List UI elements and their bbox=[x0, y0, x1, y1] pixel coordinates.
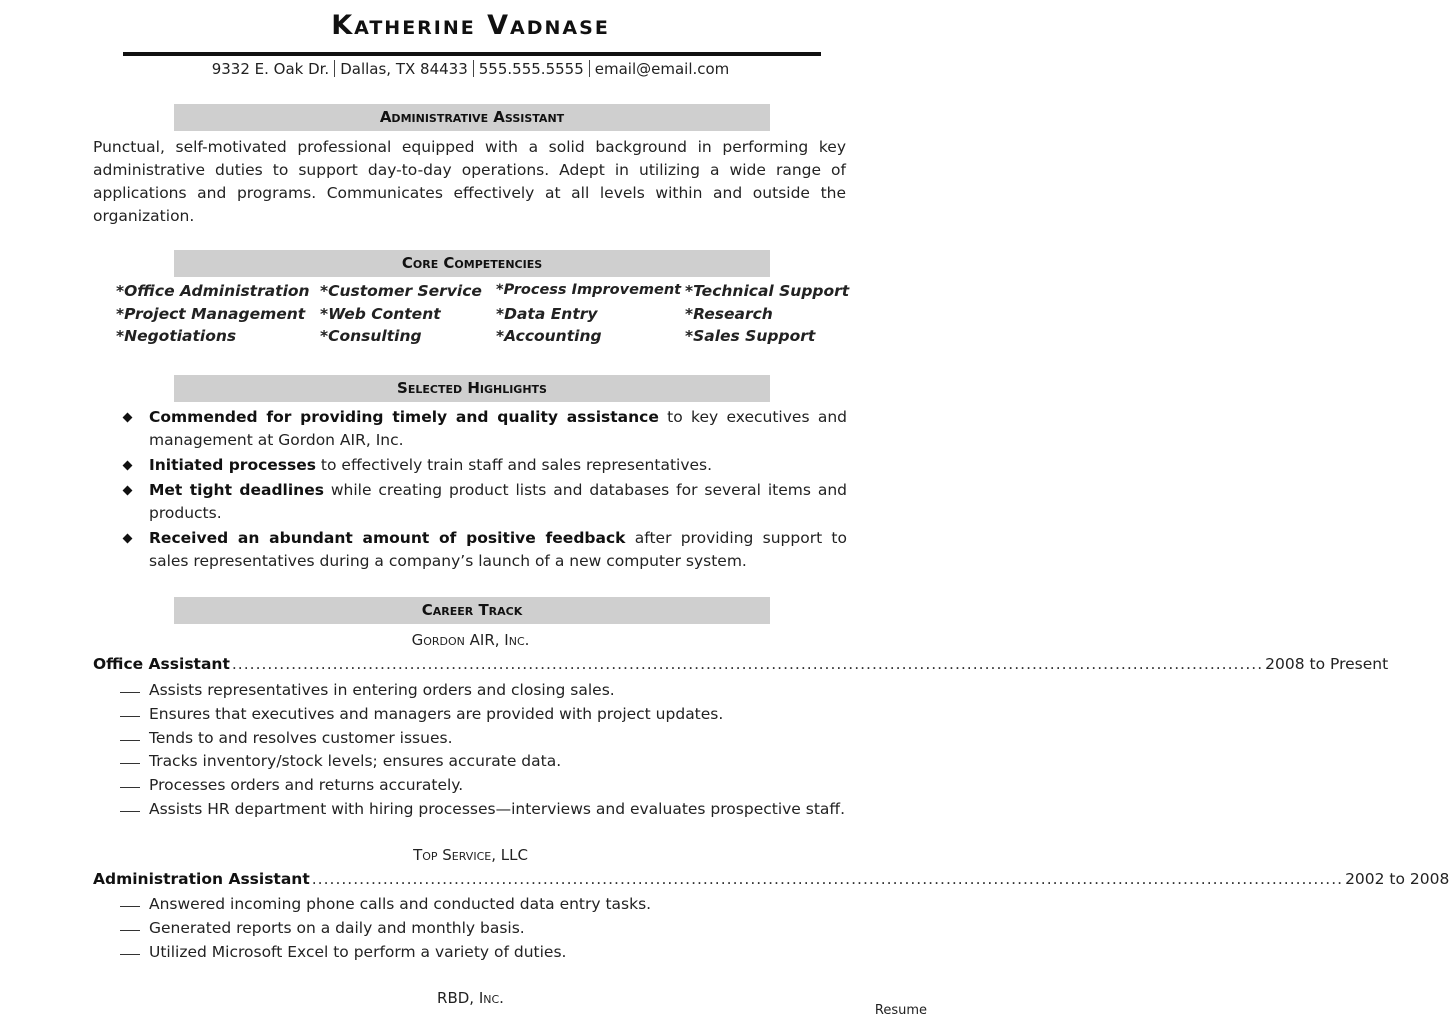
duty-text: Assists HR department with hiring processes—interviews and evaluates prospective staff. bbox=[149, 799, 846, 818]
highlight-text: while creating product lists and databases for several items and products. bbox=[149, 481, 847, 522]
competency-item: *Process Improvement bbox=[496, 282, 682, 298]
competency-item: *Research bbox=[685, 305, 773, 323]
competency-item: *Customer Service bbox=[320, 282, 482, 300]
dash-bullet-icon bbox=[120, 692, 140, 693]
dash-bullet-icon bbox=[120, 954, 140, 955]
competency-item: *Project Management bbox=[116, 305, 306, 323]
dash-bullet-icon bbox=[120, 787, 140, 788]
job-dates: 2008 to Present bbox=[1265, 655, 1389, 673]
highlights-list bbox=[120, 406, 847, 575]
job-title: Administration Assistant bbox=[93, 870, 310, 888]
contact-address: 9332 E. Oak Dr. bbox=[211, 60, 330, 78]
job-title: Office Assistant bbox=[93, 655, 230, 673]
contact-separator bbox=[589, 60, 590, 77]
diamond-bullet-icon bbox=[123, 413, 133, 423]
duty-text: Assists representatives in entering orders and closing sales. bbox=[149, 681, 615, 699]
contact-email: email@email.com bbox=[594, 60, 730, 78]
highlight-item bbox=[120, 454, 847, 477]
job-title-line bbox=[93, 870, 1449, 888]
dash-bullet-icon bbox=[120, 740, 140, 741]
highlight-item bbox=[120, 527, 847, 573]
section-heading-competencies: Core Competencies bbox=[174, 250, 770, 277]
duty-item bbox=[120, 750, 860, 774]
highlight-bold: Commended for providing timely and quality assistance bbox=[149, 408, 659, 426]
diamond-bullet-icon bbox=[123, 461, 133, 471]
duty-item bbox=[120, 917, 860, 941]
dash-bullet-icon bbox=[120, 811, 140, 812]
highlight-text: to effectively train staff and sales representatives. bbox=[316, 456, 713, 474]
duty-text: Tracks inventory/stock levels; ensures accurate data. bbox=[149, 752, 562, 771]
dash-bullet-icon bbox=[120, 716, 140, 717]
duty-item bbox=[120, 774, 860, 798]
competency-item: *Data Entry bbox=[496, 305, 598, 323]
duty-list bbox=[120, 893, 860, 964]
diamond-bullet-icon bbox=[123, 534, 133, 544]
highlight-bold: Received an abundant amount of positive feedback bbox=[149, 529, 626, 547]
section-heading-highlights: Selected Highlights bbox=[174, 375, 770, 402]
highlight-bold: Met tight deadlines bbox=[149, 481, 324, 499]
competency-item: *Sales Support bbox=[685, 327, 816, 345]
duty-text: Generated reports on a daily and monthly basis. bbox=[149, 918, 525, 937]
highlight-item bbox=[120, 406, 847, 452]
dot-leader: .............................................................................................................................................................................. bbox=[311, 870, 1344, 888]
dash-bullet-icon bbox=[120, 906, 140, 907]
competency-item: *Accounting bbox=[496, 327, 602, 345]
diamond-bullet-icon bbox=[123, 486, 133, 496]
competency-item: *Web Content bbox=[320, 305, 441, 323]
duty-list bbox=[120, 679, 860, 822]
duty-item bbox=[120, 727, 860, 751]
duty-item bbox=[120, 893, 860, 917]
competency-item: *Negotiations bbox=[116, 327, 237, 345]
highlight-item bbox=[120, 479, 847, 525]
contact-separator bbox=[473, 60, 474, 77]
duty-text: Ensures that executives and managers are provided with project updates. bbox=[149, 704, 724, 723]
contact-separator bbox=[334, 60, 335, 77]
contact-city: Dallas, TX 84433 bbox=[340, 60, 468, 78]
competency-item: *Technical Support bbox=[685, 282, 850, 300]
company-name: Top Service, LLC bbox=[413, 846, 528, 864]
section-heading-objective: Administrative Assistant bbox=[174, 104, 770, 131]
contact-phone: 555.555.5555 bbox=[478, 60, 584, 78]
summary-paragraph: Punctual, self-motivated professional equipped with a solid background in performing key administrative duties to support day-to-day operations. Adept in utilizing a wide range of applications and programs. Communicates effectively at all levels within and outside the organization. bbox=[93, 138, 846, 225]
duty-text: Answered incoming phone calls and conducted data entry tasks. bbox=[149, 895, 652, 913]
dash-bullet-icon bbox=[120, 930, 140, 931]
section-heading-career: Career Track bbox=[174, 597, 770, 624]
company-name: Gordon AIR, Inc. bbox=[411, 631, 530, 649]
dot-leader: .............................................................................................................................................................................. bbox=[231, 655, 1264, 673]
duty-text: Utilized Microsoft Excel to perform a variety of duties. bbox=[149, 942, 567, 961]
name-underline bbox=[123, 52, 821, 56]
dash-bullet-icon bbox=[120, 763, 140, 764]
highlight-text: to key executives and management at Gordon AIR, Inc. bbox=[149, 408, 847, 449]
duty-text: Processes orders and returns accurately. bbox=[149, 776, 464, 795]
company-name: RBD, Inc. bbox=[437, 989, 504, 1007]
highlight-text: after providing support to sales representatives during a company’s launch of a new computer system. bbox=[149, 529, 847, 570]
candidate-name: Katherine Vadnase bbox=[331, 10, 610, 41]
competency-item: *Consulting bbox=[320, 327, 422, 345]
contact-line bbox=[0, 60, 941, 78]
duty-item bbox=[120, 703, 860, 727]
competency-item: *Office Administration bbox=[116, 282, 310, 300]
job-title-line bbox=[93, 655, 1389, 673]
duty-item bbox=[120, 798, 860, 822]
image-caption: Resume bbox=[874, 1003, 927, 1018]
duty-item bbox=[120, 679, 860, 703]
job-dates: 2002 to 2008 bbox=[1345, 870, 1449, 888]
highlight-bold: Initiated processes bbox=[149, 456, 316, 474]
duty-item bbox=[120, 941, 860, 965]
duty-text: Tends to and resolves customer issues. bbox=[149, 728, 453, 747]
